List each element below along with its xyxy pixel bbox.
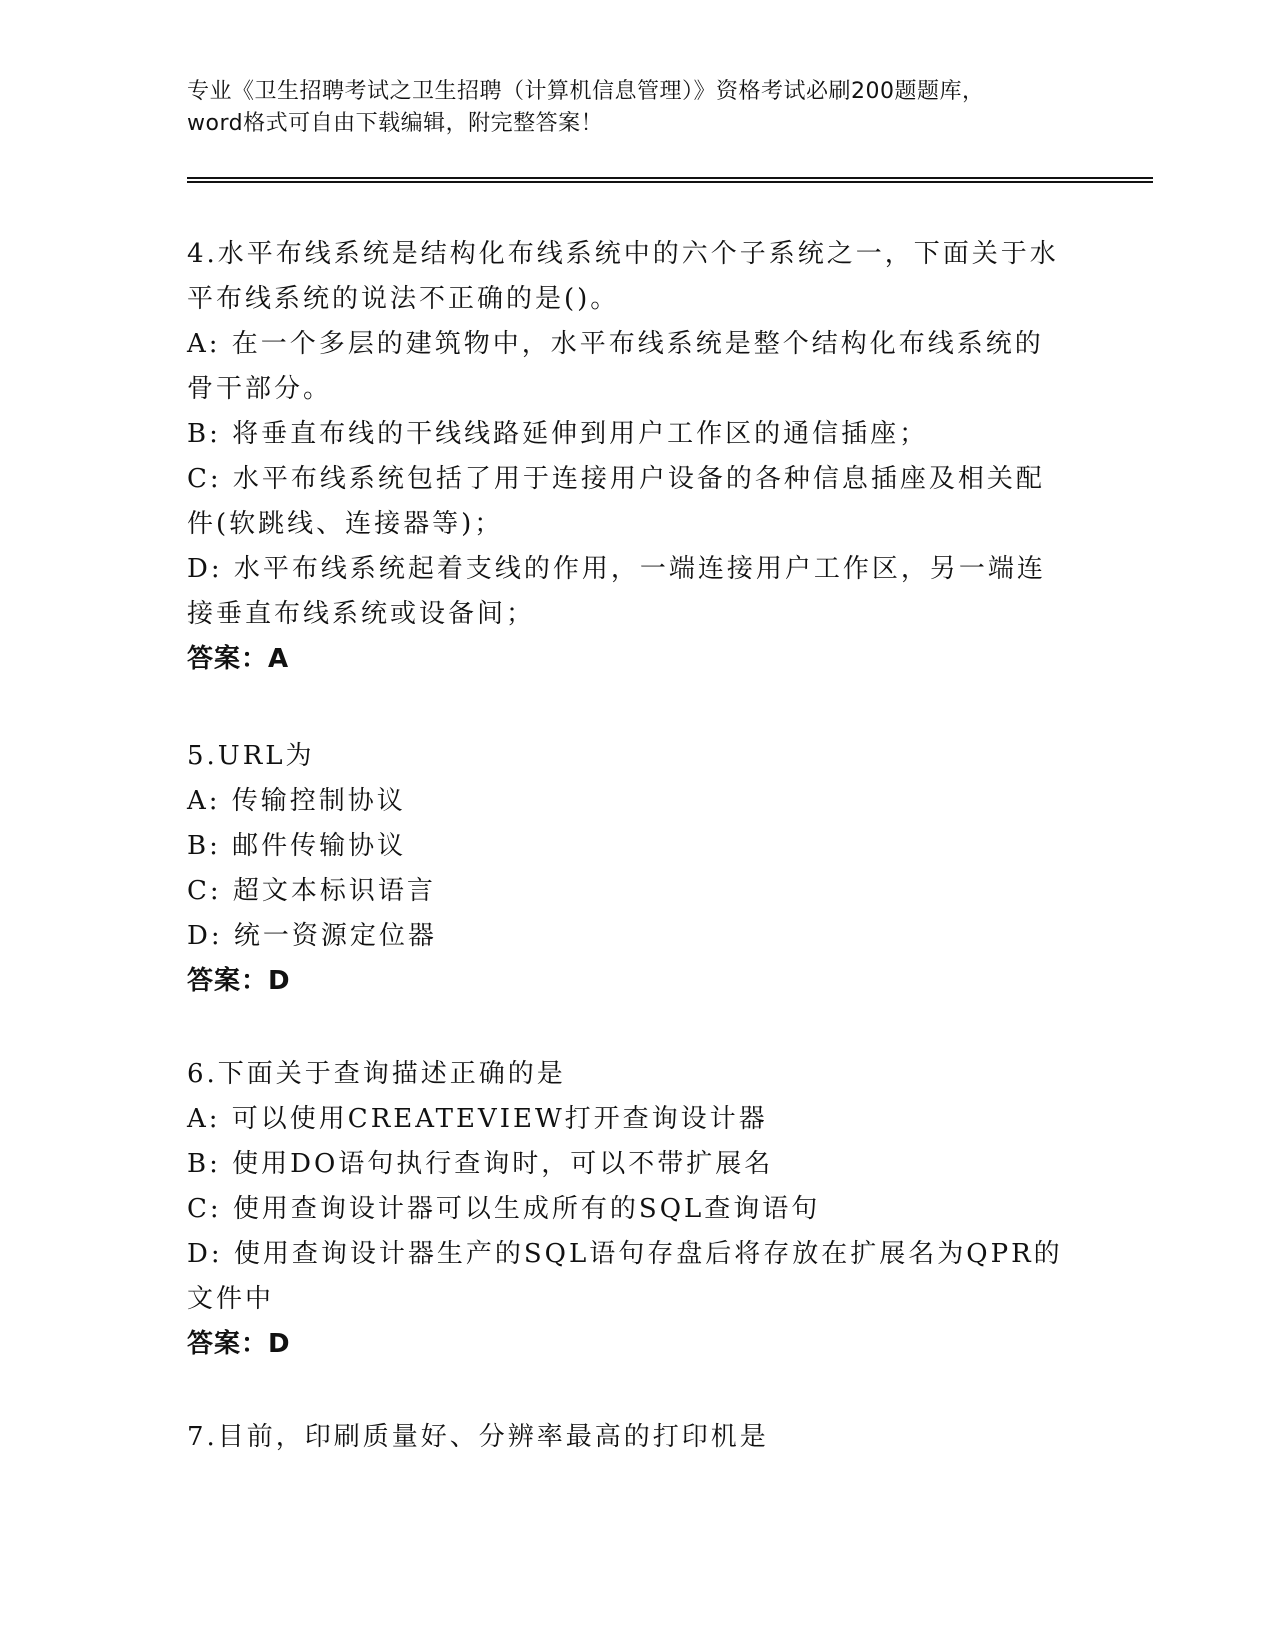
option-c: C: 使用查询设计器可以生成所有的SQL查询语句: [187, 1194, 821, 1224]
document-header: [187, 76, 1087, 140]
option-a: A: 可以使用CREATEVIEW打开查询设计器: [187, 1104, 768, 1134]
option-c: C: 水平布线系统包括了用于连接用户设备的各种信息插座及相关配件(软跳线、连接器等)；: [187, 464, 1045, 539]
answer-label: 答案：D: [187, 966, 291, 996]
option-d: D: 统一资源定位器: [187, 921, 437, 951]
question-stem: 4.水平布线系统是结构化布线系统中的六个子系统之一，下面关于水平布线系统的说法不正确的是()。: [187, 239, 1059, 314]
option-b: B: 将垂直布线的干线线路延伸到用户工作区的通信插座；: [187, 419, 929, 449]
option-b: B: 使用DO语句执行查询时，可以不带扩展名: [187, 1149, 774, 1179]
option-a: A: 在一个多层的建筑物中，水平布线系统是整个结构化布线系统的骨干部分。: [187, 329, 1044, 404]
question-stem: 7.目前，印刷质量好、分辨率最高的打印机是: [187, 1422, 769, 1452]
option-a: A: 传输控制协议: [187, 786, 406, 816]
answer-label: 答案：D: [187, 1329, 291, 1359]
option-d: D: 使用查询设计器生产的SQL语句存盘后将存放在扩展名为QPR的文件中: [187, 1239, 1063, 1314]
option-c: C: 超文本标识语言: [187, 876, 436, 906]
header-divider-bottom: [187, 181, 1153, 183]
question-4: [187, 232, 1067, 682]
answer-label: 答案：A: [187, 644, 290, 674]
header-title-line-1: 专业《卫生招聘考试之卫生招聘（计算机信息管理）》资格考试必刷200题题库，: [187, 79, 985, 104]
option-d: D: 水平布线系统起着支线的作用，一端连接用户工作区，另一端连接垂直布线系统或设备间；: [187, 554, 1046, 629]
header-title-line-2: word格式可自由下载编辑，附完整答案！: [187, 111, 604, 136]
option-b: B: 邮件传输协议: [187, 831, 407, 861]
question-7: [187, 1415, 1067, 1460]
header-divider-top: [187, 177, 1153, 179]
question-stem: 5.URL为: [187, 741, 315, 771]
question-5: [187, 734, 1067, 1004]
question-stem: 6.下面关于查询描述正确的是: [187, 1059, 566, 1089]
question-6: [187, 1052, 1067, 1367]
